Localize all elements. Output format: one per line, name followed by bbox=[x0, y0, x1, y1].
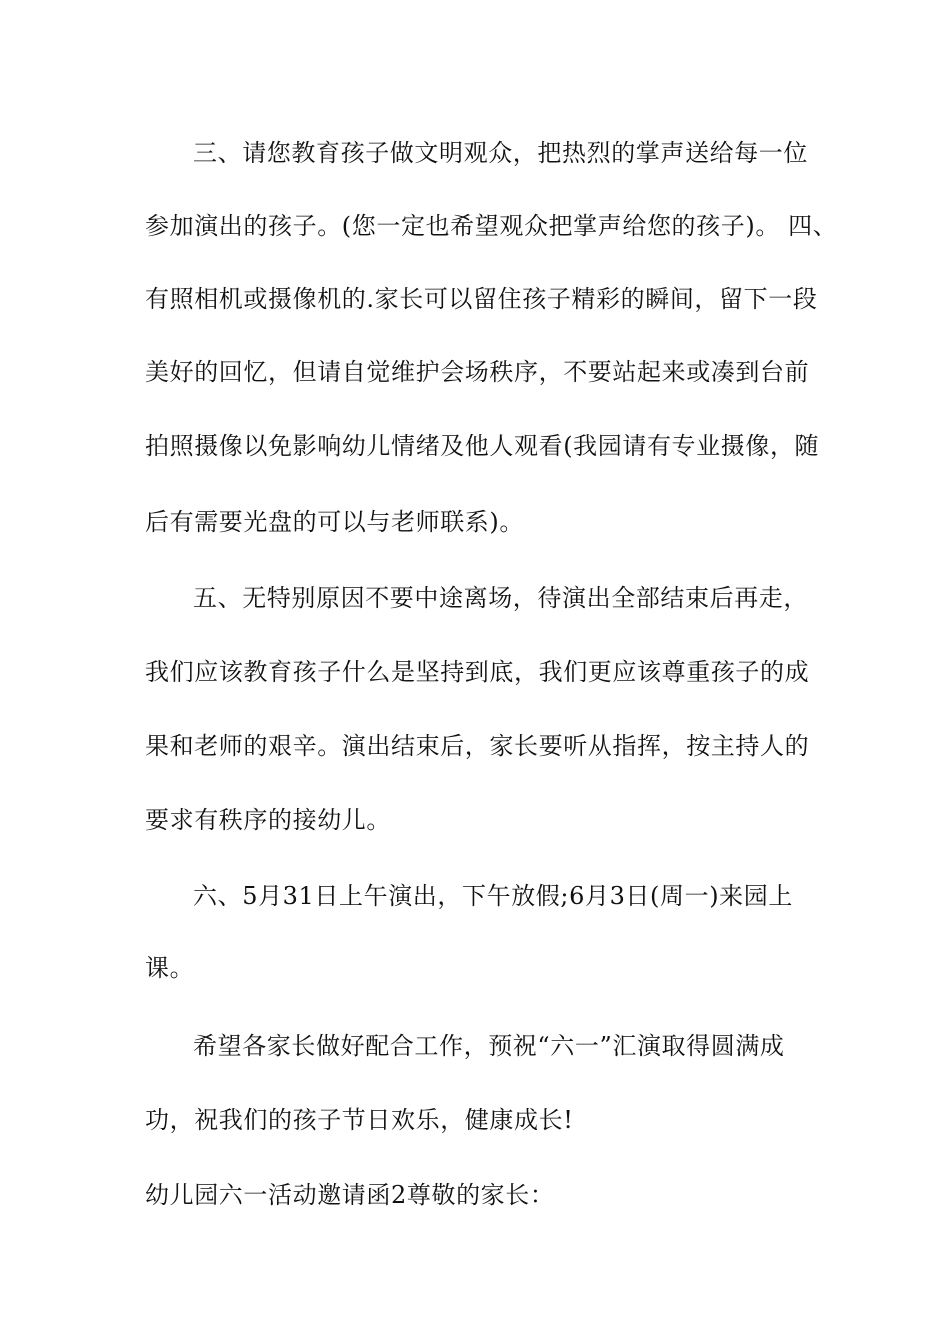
text-line: 拍照摄像以免影响幼儿情绪及他人观看(我园请有专业摄像，随 bbox=[145, 432, 820, 460]
text-line: 参加演出的孩子。(您一定也希望观众把掌声给您的孩子)。 四、 bbox=[145, 212, 838, 240]
text-line: 三、请您教育孩子做文明观众，把热烈的掌声送给每一位 bbox=[193, 139, 808, 167]
text-line: 幼儿园六一活动邀请函2尊敬的家长： bbox=[145, 1181, 555, 1209]
text-line: 希望各家长做好配合工作，预祝“六一”汇演取得圆满成 bbox=[193, 1032, 785, 1060]
text-line: 后有需要光盘的可以与老师联系)。 bbox=[145, 508, 524, 536]
text-line: 我们应该教育孩子什么是坚持到底，我们更应该尊重孩子的成 bbox=[145, 658, 810, 686]
text-line: 六、5月31日上午演出，下午放假;6月3日(周一)来园上 bbox=[193, 882, 793, 910]
text-line: 美好的回忆，但请自觉维护会场秩序，不要站起来或凑到台前 bbox=[145, 358, 810, 386]
text-line: 课。 bbox=[145, 954, 195, 982]
text-line: 要求有秩序的接幼儿。 bbox=[145, 806, 391, 834]
text-line: 功，祝我们的孩子节日欢乐，健康成长! bbox=[145, 1106, 574, 1134]
text-line: 五、无特别原因不要中途离场，待演出全部结束后再走， bbox=[193, 584, 808, 612]
text-line: 果和老师的艰辛。演出结束后，家长要听从指挥，按主持人的 bbox=[145, 732, 810, 760]
text-line: 有照相机或摄像机的.家长可以留住孩子精彩的瞬间，留下一段 bbox=[145, 285, 818, 313]
